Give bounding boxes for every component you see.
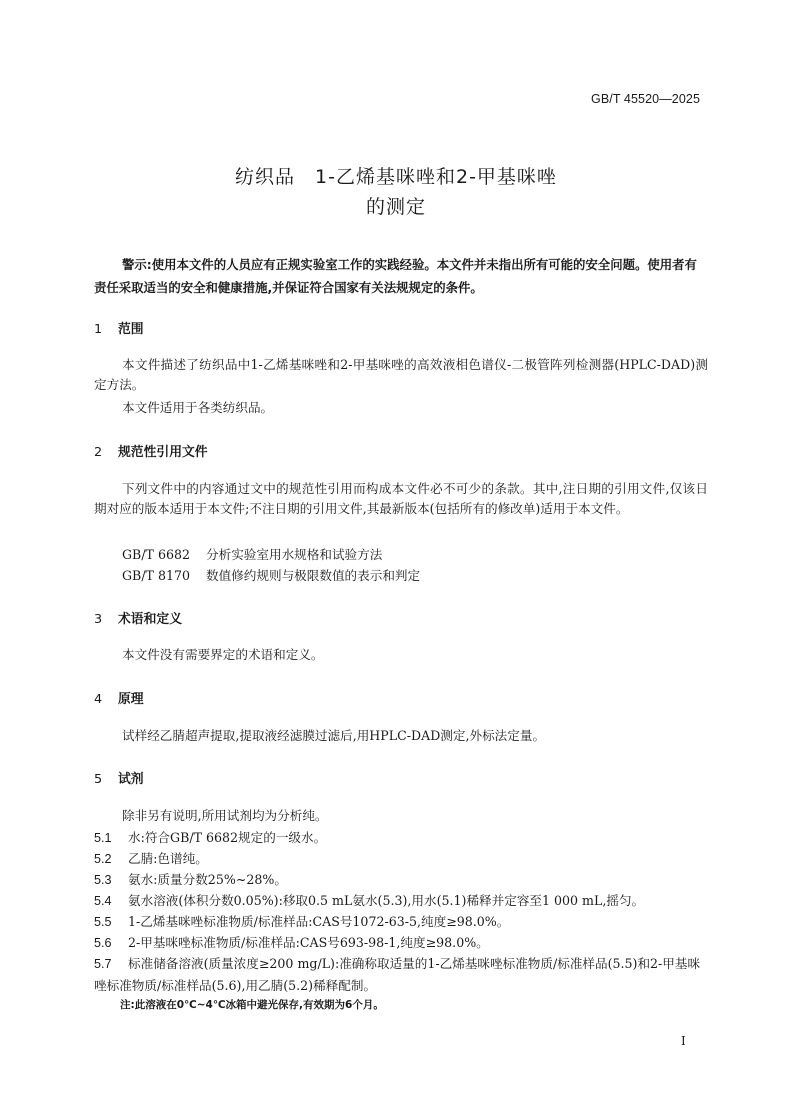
- clause-number: 5.3: [94, 873, 112, 887]
- clause-text: 氨水:质量分数25%~28%。: [128, 872, 287, 887]
- section-title: 原理: [118, 692, 144, 707]
- section-heading-1: [94, 318, 144, 337]
- reagent-note: 注:此溶液在0℃~4℃冰箱中避光保存,有效期为6个月。: [120, 999, 384, 1011]
- reagent-item: [94, 869, 708, 891]
- normative-references-paragraph: 下列文件中的内容通过文中的规范性引用而构成本文件必不可少的条款。其中,注日期的引用文件,仅该日期对应的版本适用于本文件;不注日期的引用文件,其最新版本(包括所有的修改单)适用于本文件。: [94, 481, 708, 516]
- section-number: 1: [94, 322, 103, 337]
- clause-number: 5.6: [94, 936, 112, 950]
- clause-text: 1-乙烯基咪唑标准物质/标准样品:CAS号1072-63-5,纯度≥98.0%。: [128, 914, 510, 929]
- section-number: 5: [94, 772, 103, 787]
- reagent-item: [94, 890, 708, 912]
- clause-number: 5.4: [94, 894, 112, 908]
- reference-code: GB/T 6682: [122, 547, 191, 562]
- clause-number: 5.7: [94, 957, 112, 971]
- section-number: 3: [94, 612, 103, 627]
- section-title: 范围: [118, 322, 144, 337]
- scope-applicability: 本文件适用于各类纺织品。: [122, 400, 274, 415]
- section-title: 试剂: [118, 772, 144, 787]
- reagent-item: [94, 911, 708, 933]
- reagent-item: [94, 848, 708, 870]
- clause-text: 水:符合GB/T 6682规定的一级水。: [128, 830, 327, 845]
- section-heading-2: [94, 441, 208, 460]
- terms-paragraph: 本文件没有需要界定的术语和定义。: [122, 647, 324, 662]
- reference-name: 数值修约规则与极限数值的表示和判定: [206, 568, 421, 583]
- reference-item: [122, 565, 420, 584]
- reagent-item: [94, 953, 708, 996]
- section-number: 4: [94, 692, 103, 707]
- reference-item: [122, 544, 382, 563]
- clause-text: 氨水溶液(体积分数0.05%):移取0.5 mL氨水(5.3),用水(5.1)稀释并定容至1 000 mL,摇匀。: [128, 893, 645, 908]
- section-number: 2: [94, 445, 103, 460]
- section-heading-3: [94, 608, 182, 627]
- clause-number: 5.5: [94, 915, 112, 929]
- reagent-item: [94, 932, 708, 954]
- document-title-line1: 纺织品 1-乙烯基咪唑和2-甲基咪唑: [235, 166, 557, 188]
- reagents-intro: 除非另有说明,所用试剂均为分析纯。: [122, 808, 328, 823]
- clause-text: 乙腈:色谱纯。: [128, 851, 208, 866]
- section-title: 术语和定义: [118, 612, 182, 627]
- safety-warning: 警示:使用本文件的人员应有正规实验室工作的实践经验。本文件并未指出所有可能的安全问题。使用者有责任采取适当的安全和健康措施,并保证符合国家有关法规规定的条件。: [94, 257, 697, 295]
- section-title: 规范性引用文件: [118, 445, 208, 460]
- clause-number: 5.1: [94, 831, 112, 845]
- section-heading-4: [94, 688, 144, 707]
- reference-code: GB/T 8170: [122, 568, 191, 583]
- document-title-line2: 的测定: [365, 196, 426, 218]
- reagent-item: [94, 827, 708, 849]
- reference-name: 分析实验室用水规格和试验方法: [206, 547, 383, 562]
- standard-code: GB/T 45520—2025: [591, 92, 700, 106]
- scope-paragraph: 本文件描述了纺织品中1-乙烯基咪唑和2-甲基咪唑的高效液相色谱仪-二极管阵列检测器(HPLC-DAD)测定方法。: [94, 357, 708, 392]
- clause-number: 5.2: [94, 852, 112, 866]
- clause-text: 标准储备溶液(质量浓度≥200 mg/L):准确称取适量的1-乙烯基咪唑标准物质/标准样品(5.5)和2-甲基咪唑标准物质/标准样品(5.6),用乙腈(5.2)稀释配制。: [94, 956, 701, 993]
- section-heading-5: [94, 768, 144, 787]
- page-number: I: [681, 1034, 686, 1048]
- clause-text: 2-甲基咪唑标准物质/标准样品:CAS号693-98-1,纯度≥98.0%。: [128, 935, 489, 950]
- principle-paragraph: 试样经乙腈超声提取,提取液经滤膜过滤后,用HPLC-DAD测定,外标法定量。: [122, 728, 546, 743]
